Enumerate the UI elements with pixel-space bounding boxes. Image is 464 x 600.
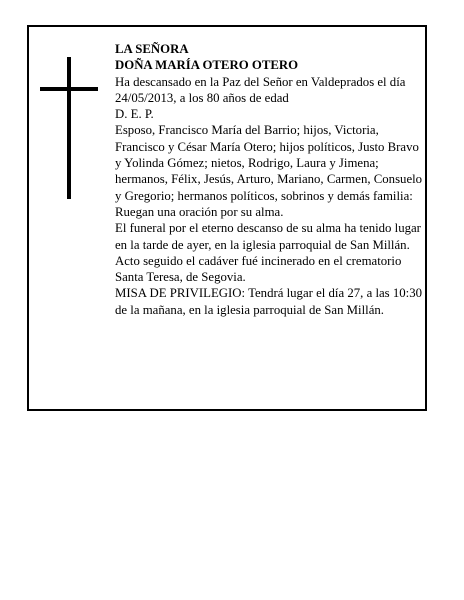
funeral-info: El funeral por el eterno descanso de su alma ha tenido lugar en la tarde de ayer, en la iglesia parroquial de San Millán. Acto seguido el cadáver fué incinerado en el crematorio Santa Teresa, de Segovia. xyxy=(115,221,421,285)
rip-line: D. E. P. xyxy=(115,107,154,122)
mass-info: MISA DE PRIVILEGIO: Tendrá lugar el día 27, a las 10:30 de la mañana, en la iglesia parroquial de San Millán. xyxy=(115,286,423,317)
obituary-notice xyxy=(27,25,427,411)
notice-heading: LA SEÑORA xyxy=(115,42,189,56)
cross-horizontal-bar xyxy=(40,87,98,91)
notice-text xyxy=(115,41,423,318)
death-statement: Ha descansado en la Paz del Señor en Valdeprados el día 24/05/2013, a los 80 años de edad xyxy=(115,74,406,105)
family-list: Esposo, Francisco María del Barrio; hijos, Victoria, Francisco y César María Otero; hijos políticos, Justo Bravo y Yolinda Gómez; nietos, Rodrigo, Laura y Jimena; hermanos, Félix, Jesús, Arturo, Mariano, Carmen, Consuelo y Gregorio; hermanos políticos, sobrinos y demás familia: xyxy=(115,123,423,203)
prayer-request: Ruegan una oración por su alma. xyxy=(115,204,284,219)
deceased-name: DOÑA MARÍA OTERO OTERO xyxy=(115,58,299,73)
cross-vertical-bar xyxy=(67,57,71,199)
cross-icon xyxy=(40,57,98,199)
